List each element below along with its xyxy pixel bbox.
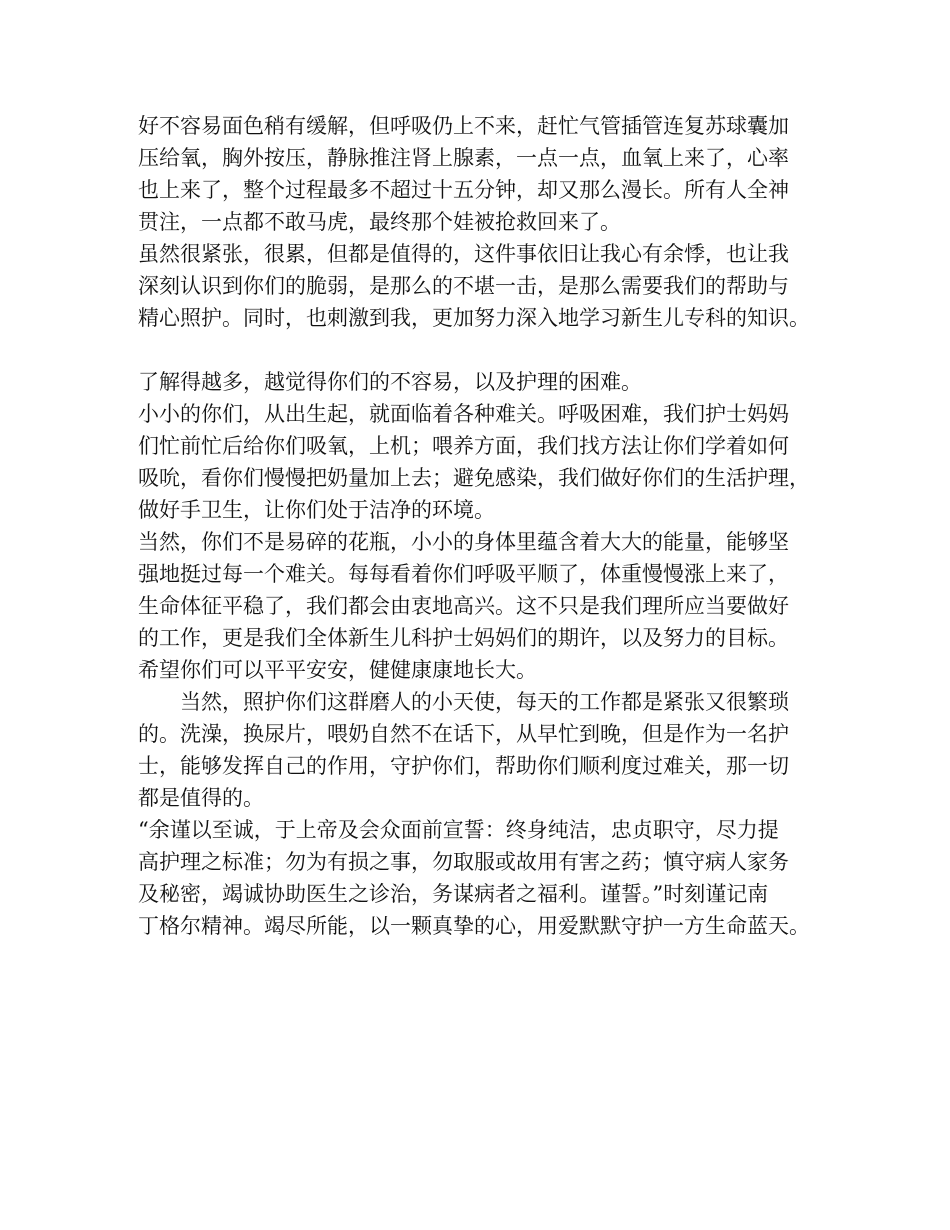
document-body	[138, 110, 838, 942]
text-line: 压给氧，胸外按压，静脉推注肾上腺素，一点一点，血氧上来了，心率	[138, 146, 789, 170]
text-line: 吸吮，看你们慢慢把奶量加上去；避免感染，我们做好你们的生活护理，	[138, 466, 810, 490]
text-line: 小小的你们，从出生起，就面临着各种难关。呼吸困难，我们护士妈妈	[138, 402, 789, 426]
text-line: 做好手卫生，让你们处于洁净的环境。	[138, 498, 495, 522]
text-line: 及秘密，竭诚协助医生之诊治，务谋病者之福利。谨誓。”时刻谨记南	[138, 882, 769, 906]
text-line: 的工作，更是我们全体新生儿科护士妈妈们的期许，以及努力的目标。	[138, 626, 789, 650]
text-line: 当然，照护你们这群磨人的小天使，每天的工作都是紧张又很繁琐	[138, 690, 789, 714]
text-line: 高护理之标准；勿为有损之事，勿取服或故用有害之药；慎守病人家务	[138, 850, 789, 874]
text-line: 们忙前忙后给你们吸氧，上机；喂养方面，我们找方法让你们学着如何	[138, 434, 789, 458]
text-line: 强地挺过每一个难关。每每看着你们呼吸平顺了，体重慢慢涨上来了，	[138, 562, 789, 586]
text-line: 深刻认识到你们的脆弱，是那么的不堪一击，是那么需要我们的帮助与	[138, 274, 789, 298]
text-line: 生命体征平稳了，我们都会由衷地高兴。这不只是我们理所应当要做好	[138, 594, 789, 618]
text-line: “余谨以至诚，于上帝及会众面前宣誓：终身纯洁，忠贞职守，尽力提	[138, 818, 779, 842]
text-line: 也上来了，整个过程最多不超过十五分钟，却又那么漫长。所有人全神	[138, 178, 789, 202]
text-line: 当然，你们不是易碎的花瓶，小小的身体里蕴含着大大的能量，能够坚	[138, 530, 789, 554]
blank-line	[138, 334, 838, 366]
text-line: 好不容易面色稍有缓解，但呼吸仍上不来，赶忙气管插管连复苏球囊加	[138, 114, 789, 138]
text-line: 希望你们可以平平安安，健健康康地长大。	[138, 658, 537, 682]
text-line: 都是值得的。	[138, 786, 264, 810]
text-line: 的。洗澡，换尿片，喂奶自然不在话下，从早忙到晚，但是作为一名护	[138, 722, 789, 746]
text-line: 精心照护。同时，也刺激到我，更加努力深入地学习新生儿专科的知识。	[138, 306, 810, 330]
text-line: 虽然很紧张，很累，但都是值得的，这件事依旧让我心有余悸，也让我	[138, 242, 789, 266]
text-line: 了解得越多，越觉得你们的不容易，以及护理的困难。	[138, 370, 642, 394]
text-line: 贯注，一点都不敢马虎，最终那个娃被抢救回来了。	[138, 210, 621, 234]
text-line: 丁格尔精神。竭尽所能，以一颗真挚的心，用爱默默守护一方生命蓝天。	[138, 914, 810, 938]
text-line: 士，能够发挥自己的作用，守护你们，帮助你们顺利度过难关，那一切	[138, 754, 789, 778]
